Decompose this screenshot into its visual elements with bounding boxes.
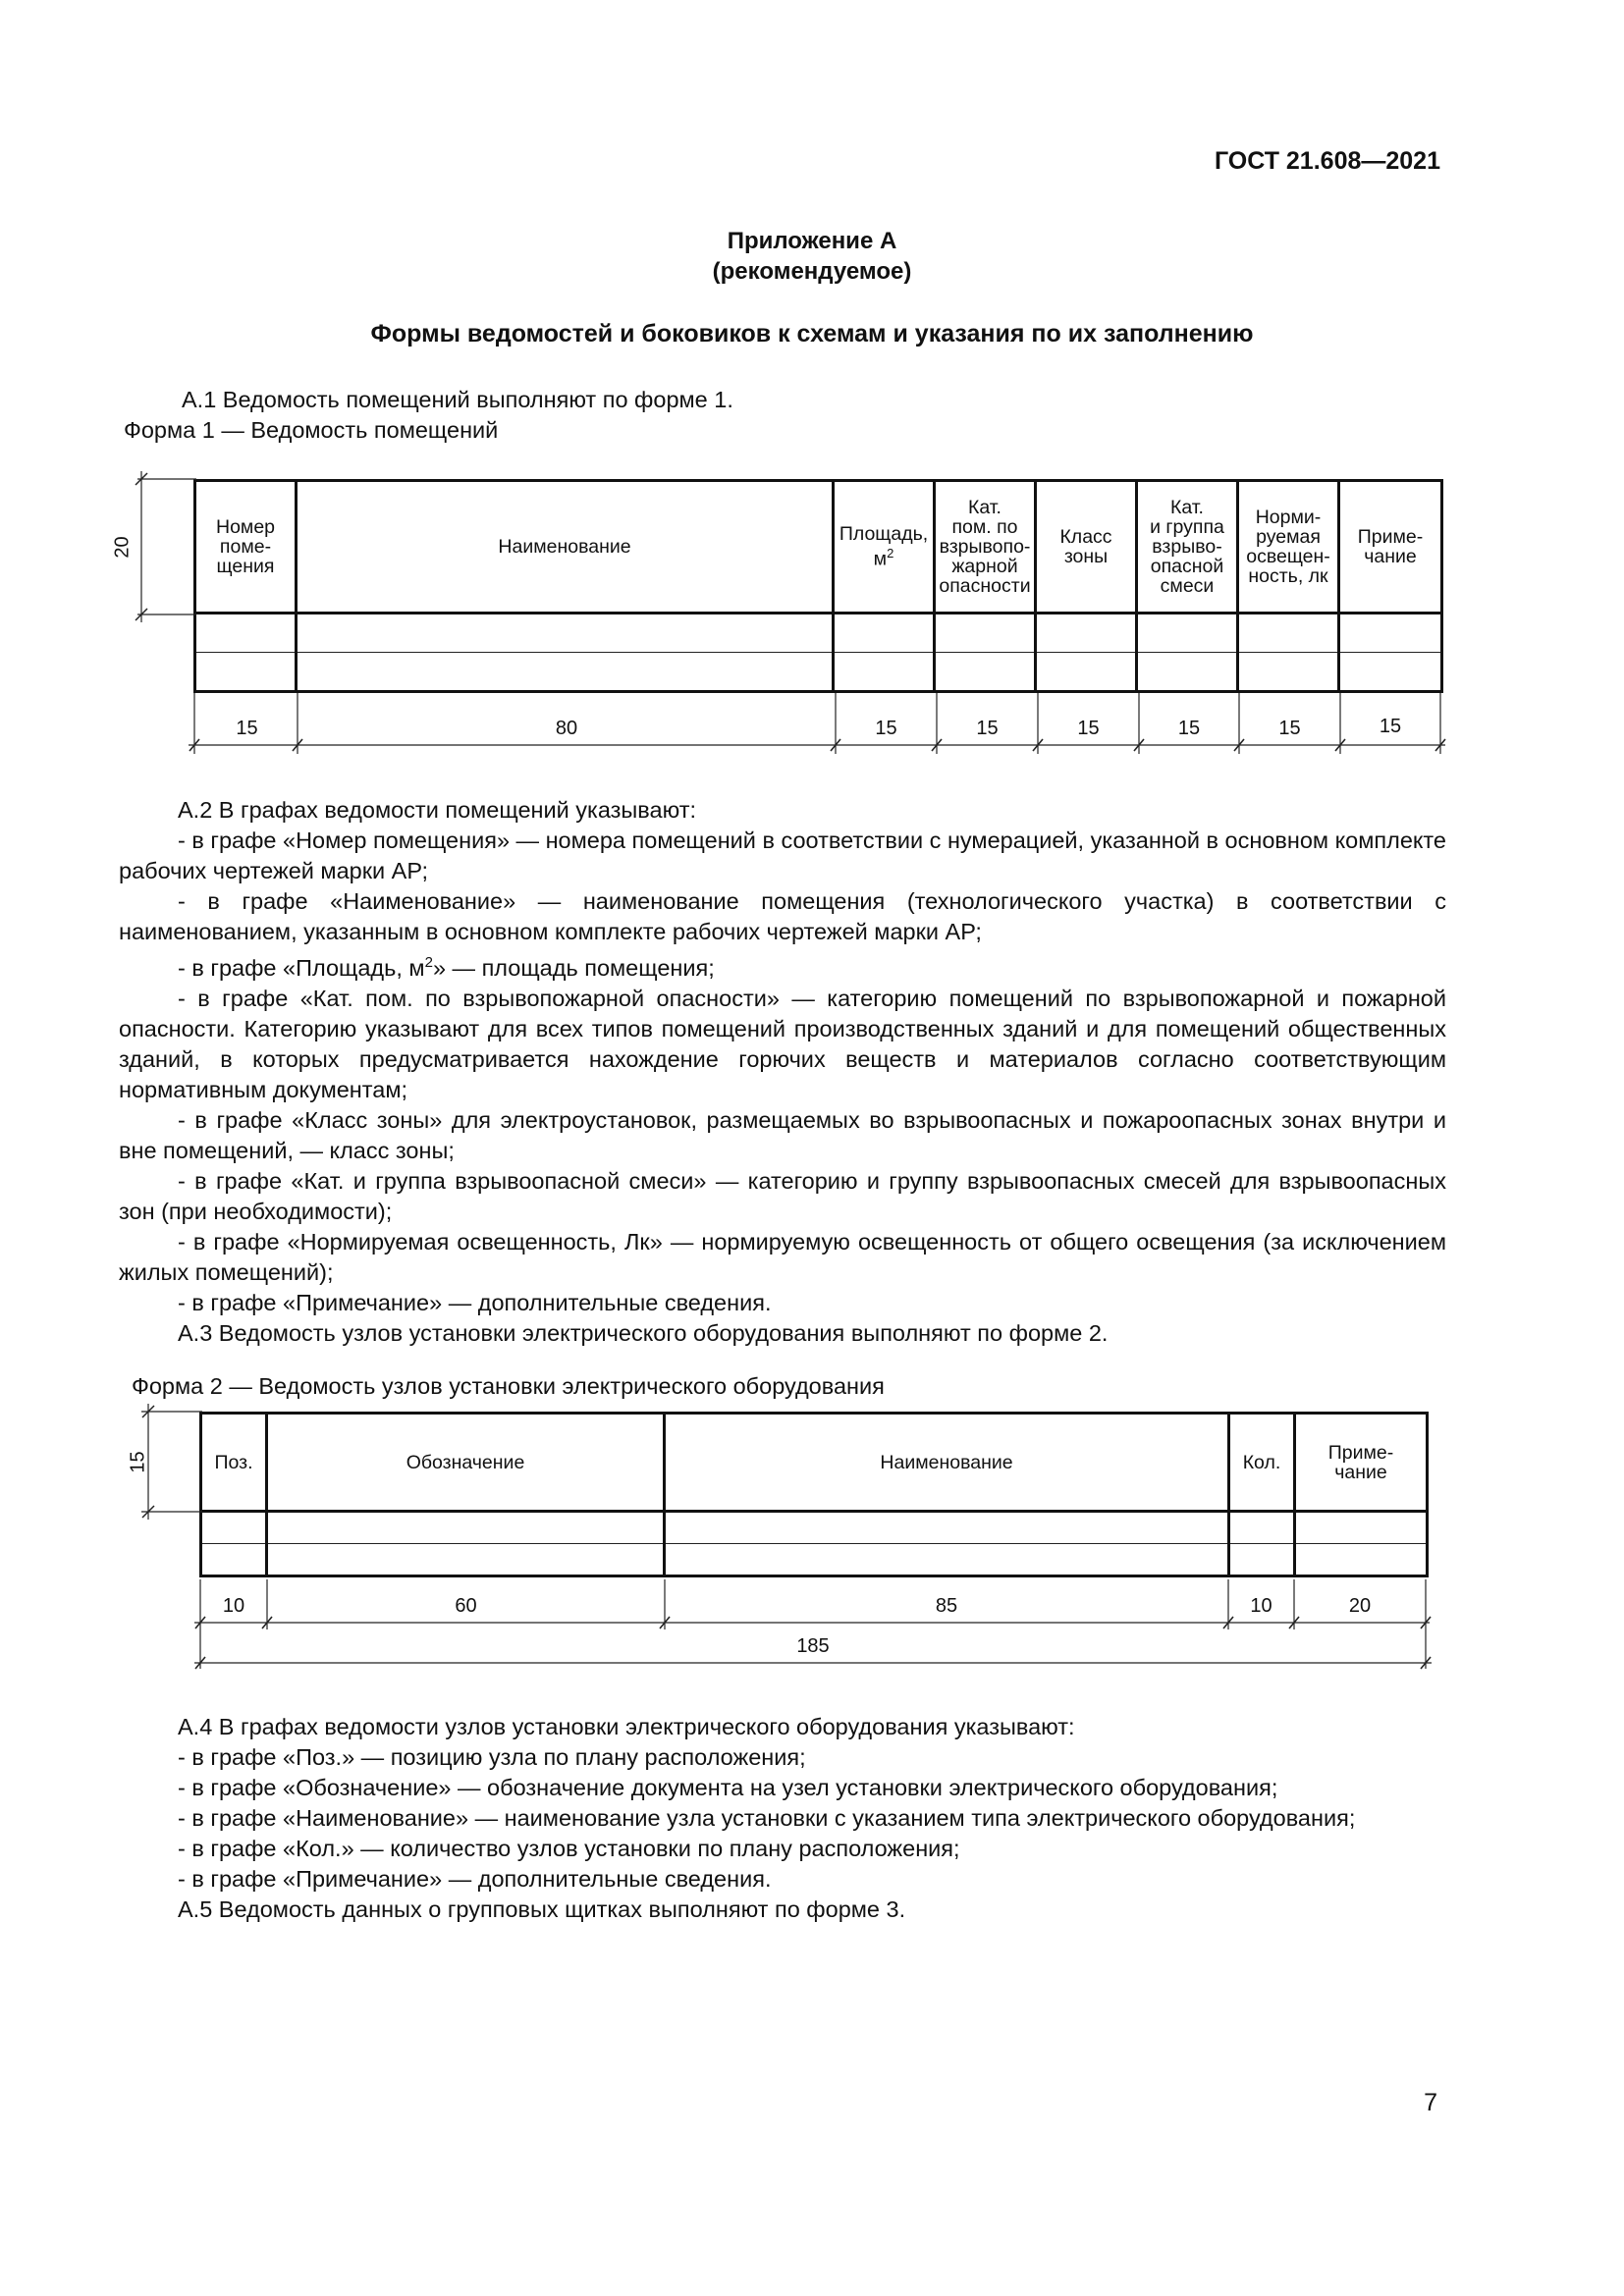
- form1-width-dim: 15: [1077, 718, 1100, 739]
- form1-col-area: Площадь, $м^2$: [834, 481, 935, 614]
- form1-col-category: Кат. пом. по взрывопо- жарной опасности: [935, 481, 1036, 614]
- form1-col-zone-class: Класс зоны: [1036, 481, 1137, 614]
- section-a4-intro: А.4 В графах ведомости узлов установки электрического оборудования указывают:: [178, 1714, 1075, 1739]
- form2-col-note: Приме- чание: [1295, 1414, 1428, 1512]
- form2-col-designation: Обозначение: [267, 1414, 665, 1512]
- section-a2-item: - в графе «Кат. пом. по взрывопожарной опасности» — категорию помещений по взрывопожарной и пожарной опасности. Категорию указывают для всех типов помещений производственных зданий и для помещений общественных зданий, в которых предусматривается нахождение горючих веществ и материалов согласно соответствующим нормативным документам;: [119, 985, 1446, 1102]
- form2-width-dim: 85: [935, 1595, 958, 1617]
- standard-number: ГОСТ 21.608—2021: [1214, 147, 1440, 175]
- form1-col-name: Наименование: [297, 481, 834, 614]
- form2-width-dim: 60: [455, 1595, 477, 1617]
- form1-width-dim: 15: [1379, 716, 1402, 737]
- form1-col-room-number: Номер поме- щения: [195, 481, 297, 614]
- section-a2-item: - в графе «Примечание» — дополнительные сведения.: [178, 1289, 772, 1315]
- section-a3-text: А.3 Ведомость узлов установки электрического оборудования выполняют по форме 2.: [178, 1319, 1109, 1346]
- section-a5-text: А.5 Ведомость данных о групповых щитках выполняют по форме 3.: [178, 1896, 906, 1922]
- form1-width-dim: 15: [1177, 718, 1201, 739]
- form2-total-width-dim: 185: [796, 1635, 830, 1657]
- form2-width-dim: 10: [1250, 1595, 1272, 1617]
- form1-width-dim: 15: [1278, 718, 1301, 739]
- form2-col-name: Наименование: [665, 1414, 1229, 1512]
- form2-col-pos: Поз.: [201, 1414, 267, 1512]
- form1-col-illumination: Норми- руемая освещен- ность, лк: [1238, 481, 1339, 614]
- appendix-title: Приложение А: [727, 228, 897, 254]
- form2-width-dim: 20: [1348, 1595, 1372, 1617]
- appendix-heading: Формы ведомостей и боковиков к схемам и указания по их заполнению: [370, 320, 1254, 347]
- section-a4-item: - в графе «Обозначение» — обозначение документа на узел установки электрического оборудования;: [178, 1775, 1278, 1800]
- section-a4-item: - в графе «Наименование» — наименование узла установки с указанием типа электрического оборудования;: [178, 1805, 1356, 1831]
- section-a4: [119, 1712, 1446, 1925]
- form1-width-dim: 15: [976, 718, 999, 739]
- section-a2-item: - в графе «Нормируемая освещенность, Лк» — нормируемую освещенность от общего освещения (за исключением жилых помещений);: [119, 1228, 1446, 1285]
- form1-col-mixture: Кат. и группа взрыво- опасной смеси: [1137, 481, 1238, 614]
- form1-col-note: Приме- чание: [1339, 481, 1442, 614]
- section-a4-item: - в графе «Примечание» — дополнительные сведения.: [178, 1866, 772, 1892]
- form1-width-dim: 15: [875, 718, 897, 739]
- form2-col-qty: Кол.: [1229, 1414, 1295, 1512]
- appendix-subtitle: (рекомендуемое): [712, 258, 912, 285]
- form1-height-dim: 20: [111, 536, 134, 559]
- section-a2-item: - в графе «Класс зоны» для электроустановок, размещаемых во взрывоопасных и пожароопасных зонах внутри и вне помещений, — класс зоны;: [119, 1106, 1446, 1163]
- section-a1-text: А.1 Ведомость помещений выполняют по форме 1.: [182, 387, 733, 412]
- section-a4-item: - в графе «Кол.» — количество узлов установки по плану расположения;: [178, 1836, 960, 1861]
- form1-width-dim: 80: [555, 718, 578, 739]
- section-a2-item: - в графе «Наименование» — наименование помещения (технологического участка) в соответствии с наименованием, указанным в основном комплекте рабочих чертежей марки АР;: [119, 888, 1446, 944]
- section-a4-item: - в графе «Поз.» — позицию узла по плану расположения;: [178, 1744, 806, 1770]
- form1-width-dim: 15: [236, 718, 258, 739]
- section-a2-item: - в графе «Кат. и группа взрывоопасной смеси» — категорию и группу взрывоопасных смесей для взрывоопасных зон (при необходимости);: [119, 1167, 1446, 1224]
- page-number: 7: [1424, 2089, 1437, 2116]
- form2-height-dim: 15: [127, 1451, 149, 1473]
- section-a2-intro: А.2 В графах ведомости помещений указывают:: [178, 797, 696, 823]
- form2-width-dim: 10: [222, 1595, 245, 1617]
- section-a2-item: - в графе «Номер помещения» — номера помещений в соответствии с нумерацией, указанной в основном комплекте рабочих чертежей марки АР;: [119, 828, 1446, 883]
- form1-caption: Форма 1 — Ведомость помещений: [124, 417, 499, 443]
- form2-caption: Форма 2 — Ведомость узлов установки электрического оборудования: [132, 1373, 885, 1399]
- section-a2-item-area: - в графе «Площадь, $м^2$» — площадь помещения;: [178, 954, 715, 981]
